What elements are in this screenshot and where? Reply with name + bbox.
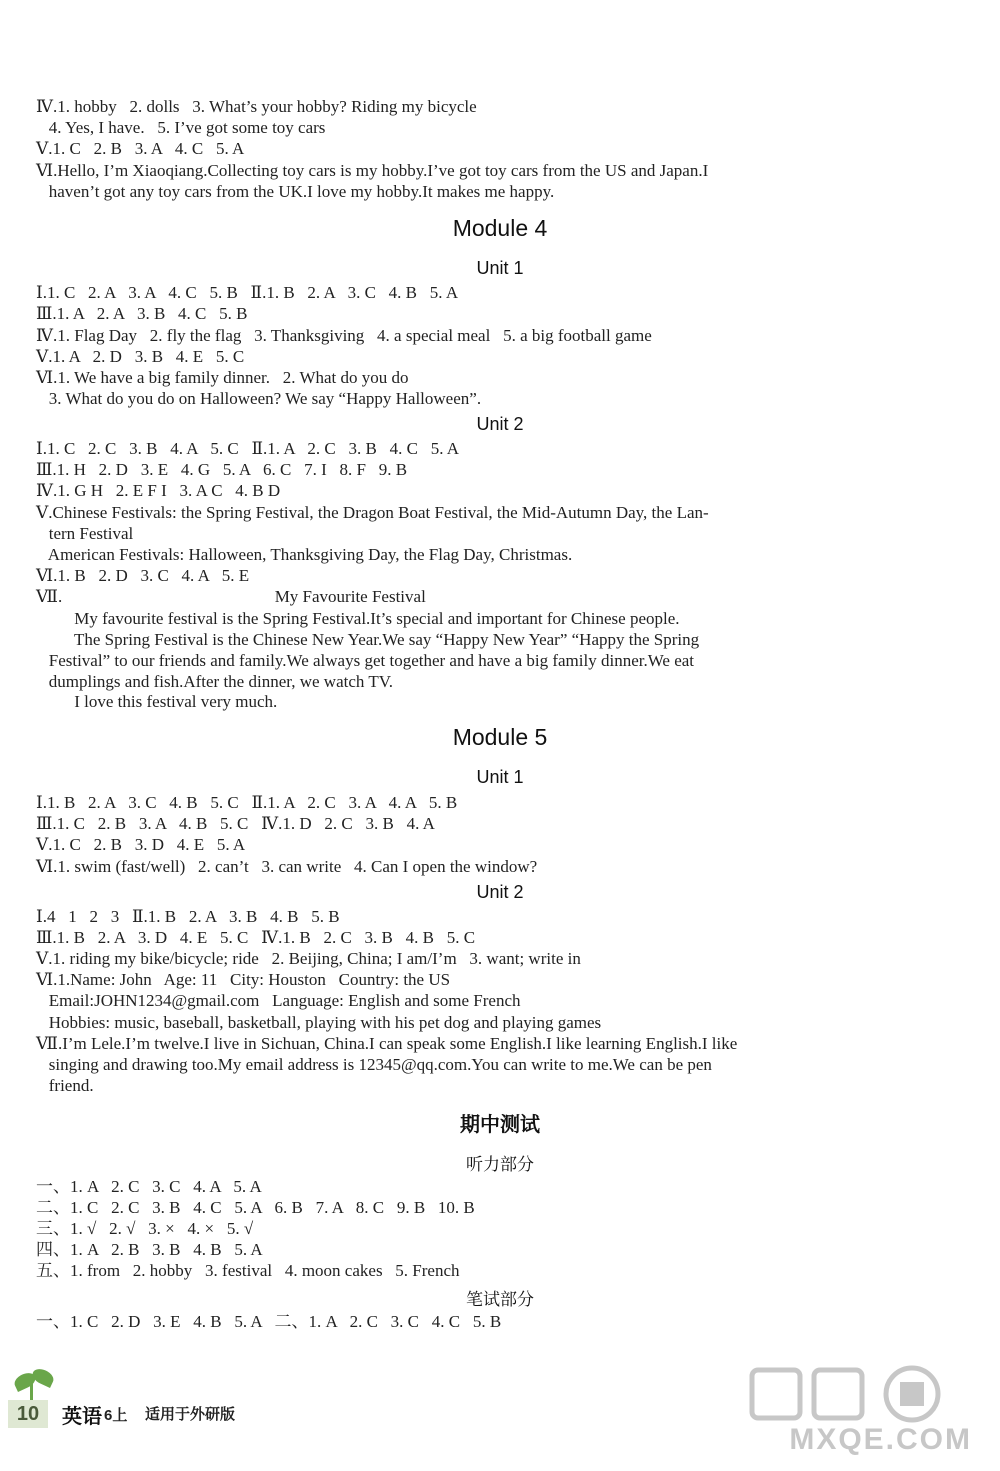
answer-line: Ⅴ.1. riding my bike/bicycle; ride 2. Beijing, China; I am/I’m 3. want; write in bbox=[36, 949, 581, 968]
watermark-logo bbox=[742, 1360, 972, 1465]
answer-line: Ⅴ.1. C 2. B 3. A 4. C 5. A bbox=[36, 139, 245, 158]
essay-line: My favourite festival is the Spring Festival.It’s special and important for Chinese people. bbox=[36, 609, 680, 628]
answer-line: Ⅲ.1. B 2. A 3. D 4. E 5. C Ⅳ.1. B 2. C 3. B 4. B 5. C bbox=[36, 928, 476, 947]
watermark-icon bbox=[742, 1360, 972, 1430]
answer-line: Ⅵ.1. swim (fast/well) 2. can’t 3. can write 4. Can I open the window? bbox=[36, 857, 538, 876]
module-5-title: Module 5 bbox=[452, 724, 548, 750]
answer-line: Ⅰ.1. B 2. A 3. C 4. B 5. C Ⅱ.1. A 2. C 3. A 4. A 5. B bbox=[36, 793, 458, 812]
answer-line: American Festivals: Halloween, Thanksgiving Day, the Flag Day, Christmas. bbox=[36, 545, 573, 564]
subject-label: 英语 bbox=[62, 1404, 102, 1428]
answer-line: 一、1. A 2. C 3. C 4. A 5. A bbox=[36, 1177, 262, 1196]
answer-line: 四、1. A 2. B 3. B 4. B 5. A bbox=[36, 1240, 263, 1259]
answer-line: Ⅳ.1. G H 2. E F I 3. A C 4. B D bbox=[36, 481, 281, 500]
answer-line: Ⅵ.1. We have a big family dinner. 2. What do you do bbox=[36, 368, 409, 387]
page-number: 10 bbox=[8, 1400, 48, 1428]
answer-line: Ⅲ.1. H 2. D 3. E 4. G 5. A 6. C 7. I 8. F 9. B bbox=[36, 460, 408, 479]
unit-1-title: Unit 1 bbox=[476, 258, 524, 278]
answer-line: 一、1. C 2. D 3. E 4. B 5. A 二、1. A 2. C 3. C 4. C 5. B bbox=[36, 1312, 502, 1331]
essay-line: friend. bbox=[36, 1076, 94, 1095]
essay-line: singing and drawing too.My email address is 12345@qq.com.You can write to me.We can be pen bbox=[36, 1055, 712, 1074]
answer-line: tern Festival bbox=[36, 524, 134, 543]
answer-line: 4. Yes, I have. 5. I’ve got some toy cars bbox=[36, 118, 326, 137]
answer-line: haven’t got any toy cars from the UK.I love my hobby.It makes me happy. bbox=[36, 182, 555, 201]
listening-section-title: 听力部分 bbox=[466, 1155, 534, 1175]
answer-line: Ⅵ.Hello, I’m Xiaoqiang.Collecting toy cars is my hobby.I’ve got toy cars from the US and Japan.I bbox=[36, 161, 709, 180]
answer-line: Ⅲ.1. C 2. B 3. A 4. B 5. C Ⅳ.1. D 2. C 3. B 4. A bbox=[36, 814, 435, 833]
writing-section-title: 笔试部分 bbox=[466, 1290, 534, 1310]
answer-line: Ⅲ.1. A 2. A 3. B 4. C 5. B bbox=[36, 304, 248, 323]
watermark-text: MXQE.COM bbox=[789, 1423, 972, 1456]
unit-2-title: Unit 2 bbox=[476, 882, 524, 902]
answer-line: Ⅳ.1. hobby 2. dolls 3. What’s your hobby? Riding my bicycle bbox=[36, 97, 477, 116]
answer-line: Ⅰ.1. C 2. C 3. B 4. A 5. C Ⅱ.1. A 2. C 3. B 4. C 5. A bbox=[36, 439, 460, 458]
module-4-title: Module 4 bbox=[452, 215, 548, 241]
answer-line: Ⅰ.1. C 2. A 3. A 4. C 5. B Ⅱ.1. B 2. A 3. C 4. B 5. A bbox=[36, 283, 459, 302]
unit-1-title: Unit 1 bbox=[476, 767, 524, 787]
answer-line: Ⅴ.1. C 2. B 3. D 4. E 5. A bbox=[36, 835, 246, 854]
answer-line: 二、1. C 2. C 3. B 4. C 5. A 6. B 7. A 8. C 9. B 10. B bbox=[36, 1198, 475, 1217]
answer-line: Ⅰ.4 1 2 3 Ⅱ.1. B 2. A 3. B 4. B 5. B bbox=[36, 907, 340, 926]
answer-line: 三、1. √ 2. √ 3. × 4. × 5. √ bbox=[36, 1219, 254, 1238]
essay-line: Festival” to our friends and family.We always get together and have a big family dinner.We eat bbox=[36, 651, 695, 670]
answer-line: Ⅴ.Chinese Festivals: the Spring Festival, the Dragon Boat Festival, the Mid-Autumn Day, the Lan- bbox=[36, 503, 709, 522]
answer-line: 3. What do you do on Halloween? We say “Happy Halloween”. bbox=[36, 389, 482, 408]
essay-line: I love this festival very much. bbox=[36, 692, 278, 711]
answer-line: Ⅳ.1. Flag Day 2. fly the flag 3. Thanksgiving 4. a special meal 5. a big football game bbox=[36, 326, 652, 345]
answer-line: Ⅵ.1. B 2. D 3. C 4. A 5. E bbox=[36, 566, 250, 585]
answer-line: Hobbies: music, baseball, basketball, playing with his pet dog and playing games bbox=[36, 1013, 602, 1032]
answer-line: Ⅴ.1. A 2. D 3. B 4. E 5. C bbox=[36, 347, 245, 366]
answer-line: Ⅵ.1.Name: John Age: 11 City: Houston Country: the US bbox=[36, 970, 451, 989]
edition-label: 适用于外研版 bbox=[145, 1405, 236, 1423]
grade-label: 6上 bbox=[104, 1407, 128, 1424]
essay-line: dumplings and fish.After the dinner, we watch TV. bbox=[36, 672, 394, 691]
essay-line: Ⅶ.I’m Lele.I’m twelve.I live in Sichuan, China.I can speak some English.I like learning English.I like bbox=[36, 1034, 738, 1053]
essay-title-line: Ⅶ. My Favourite Festival bbox=[36, 587, 426, 606]
answer-line: 五、1. from 2. hobby 3. festival 4. moon cakes 5. French bbox=[36, 1261, 460, 1280]
answer-line: Email:JOHN1234@gmail.com Language: English and some French bbox=[36, 991, 521, 1010]
midterm-title: 期中测试 bbox=[460, 1112, 540, 1136]
essay-line: The Spring Festival is the Chinese New Year.We say “Happy New Year” “Happy the Spring bbox=[36, 630, 700, 649]
unit-2-title: Unit 2 bbox=[476, 414, 524, 434]
page-footer bbox=[0, 1360, 1000, 1471]
